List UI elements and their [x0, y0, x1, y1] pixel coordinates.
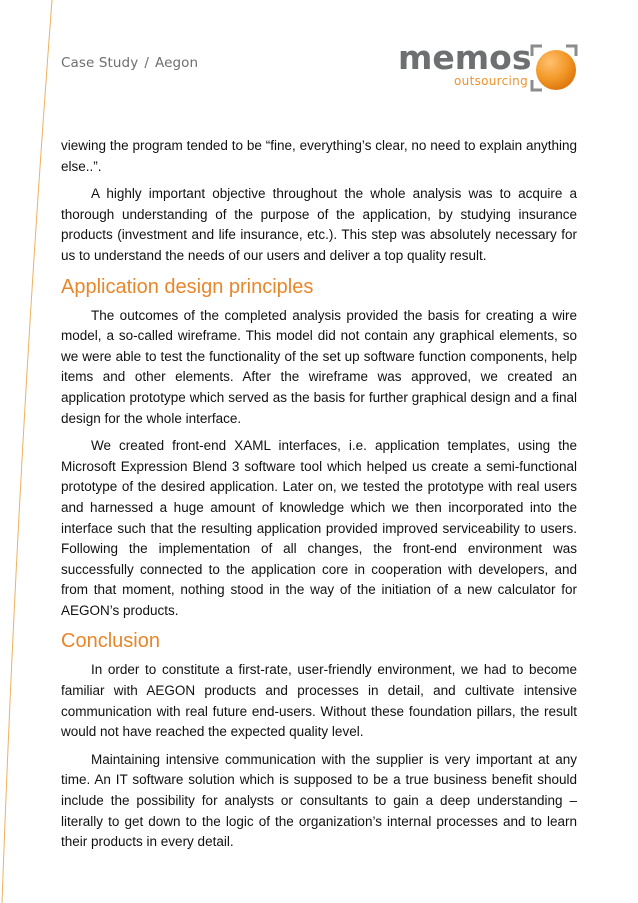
- paragraph-intro: viewing the program tended to be “fine, everything’s clear, no need to explain anything else..”.: [61, 138, 577, 174]
- paragraph-design-1: The outcomes of the completed analysis provided the basis for creating a wire model, a so-called wireframe. This model did not contain any graphical elements, so we were able to test the functionality of the set up software function components, help items and other elements. After the wireframe was approved, we created an application prototype which served as the basis for further graphical design and a final design for the whole interface.: [61, 307, 577, 426]
- paragraph-conclusion-1: In order to constitute a first-rate, user-friendly environment, we had to become familiar with AEGON products and processes in detail, and cultivate intensive communication with real future end-users. Without these foundation pillars, the result would not have reached the expected quality level.: [61, 662, 577, 740]
- heading-conclusion: Conclusion: [61, 630, 160, 653]
- logo-circle-icon: [530, 44, 578, 92]
- header-section: Case Study: [61, 55, 139, 71]
- memos-logo: [398, 38, 578, 94]
- heading-design-principles: Application design principles: [61, 275, 314, 298]
- logo-wordmark: memos: [398, 38, 532, 77]
- header-separator: /: [144, 55, 149, 71]
- logo-subtitle: outsourcing: [454, 74, 528, 88]
- paragraph-conclusion-2: Maintaining intensive communication with the supplier is very important at any time. An IT software solution which is supposed to be a true business benefit should include the possibility for analysts or consultants to gain a deep understanding – literally to get down to the logic of the organization’s internal processes and to learn their products in every detail.: [61, 751, 577, 850]
- document-body: [61, 136, 577, 860]
- document-header: [61, 55, 198, 71]
- paragraph-objective: A highly important objective throughout the whole analysis was to acquire a thorough understanding of the purpose of the application, by studying insurance products (investment and life insurance, etc.). This step was absolutely necessary for us to understand the needs of our users and deliver a top quality result.: [61, 186, 577, 263]
- paragraph-design-2: We created front-end XAML interfaces, i.e. application templates, using the Microsoft Expression Blend 3 software tool which helped us create a semi-functional prototype of the desired application. Later on, we tested the prototype with real users and harnessed a huge amount of knowledge which we then incorporated into the interface such that the resulting application provided improved serviceability to users. Following the implementation of all changes, the front-end environment was successfully connected to the application core in cooperation with developers, and from that moment, nothing stood in the way of the initiation of a new calculator for AEGON’s products.: [61, 438, 577, 618]
- header-client: Aegon: [154, 55, 199, 71]
- margin-decoration-line: [0, 0, 60, 903]
